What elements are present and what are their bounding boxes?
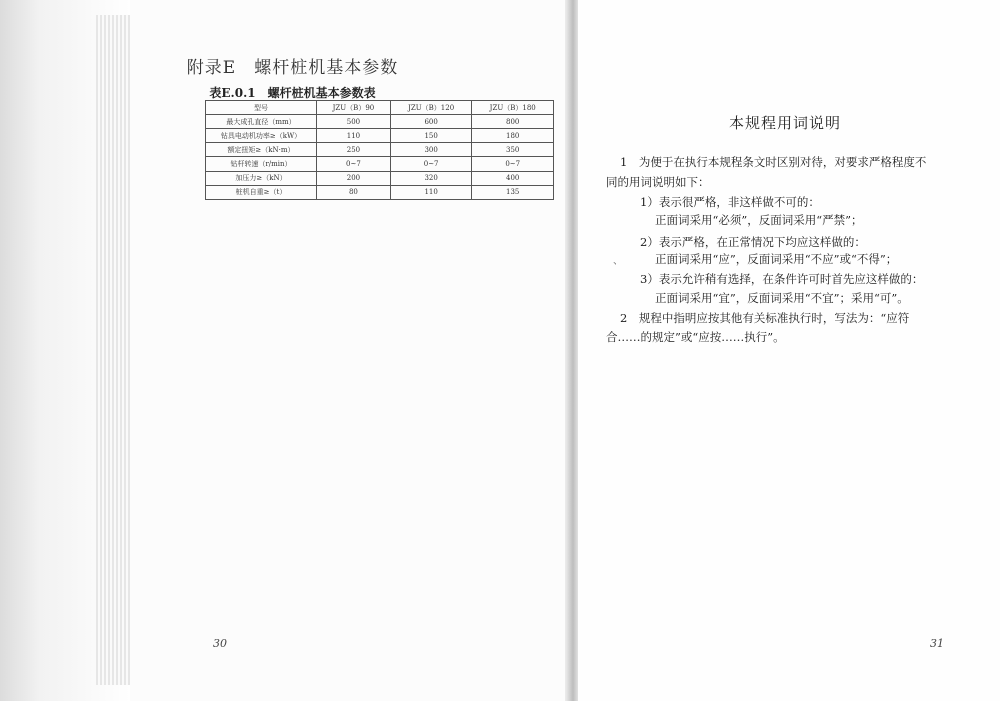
table-cell: 135 — [472, 185, 554, 199]
appendix-title: 附录E 螺杆桩机基本参数 — [186, 58, 399, 78]
table-row — [206, 115, 554, 129]
terms-title: 本规程用词说明 — [728, 114, 841, 132]
table-cell: 500 — [317, 115, 391, 129]
table-header-row — [206, 101, 554, 115]
table-cell: 320 — [390, 171, 472, 185]
table-title: 表E.0.1 螺杆桩机基本参数表 — [209, 86, 376, 100]
table-cell: 0~7 — [390, 157, 472, 171]
table-cell: 800 — [472, 115, 554, 129]
table-row — [206, 185, 554, 199]
item-3-words: 正面词采用“宜”，反面词采用“不宜”；采用“可”。 — [655, 291, 909, 305]
table-header-cell: JZU（B）120 — [390, 101, 472, 115]
table-cell: 600 — [390, 115, 472, 129]
parameter-table — [205, 100, 554, 200]
table-cell: 300 — [390, 143, 472, 157]
item-3-label: 3）表示允许稍有选择，在条件许可时首先应这样做的： — [640, 272, 924, 286]
item-1-label: 1）表示很严格，非这样做不可的： — [640, 195, 820, 209]
table-row — [206, 129, 554, 143]
table-header-cell: 型号 — [206, 101, 317, 115]
table-cell: 最大成孔直径（mm） — [206, 115, 317, 129]
table-cell: 钻杆转速（r/min） — [206, 157, 317, 171]
table-cell: 150 — [390, 129, 472, 143]
table-cell: 额定扭矩≥（kN·m） — [206, 143, 317, 157]
table-cell: 110 — [317, 129, 391, 143]
clause-1-line-1: 1 为便于在执行本规程条文时区别对待，对要求严格程度不 — [620, 155, 927, 169]
table-cell: 钻具电动机功率≥（kW） — [206, 129, 317, 143]
table-cell: 0~7 — [472, 157, 554, 171]
table-cell: 350 — [472, 143, 554, 157]
table-cell: 200 — [317, 171, 391, 185]
table-row — [206, 171, 554, 185]
page-edges — [96, 15, 132, 685]
table-row — [206, 143, 554, 157]
table-row — [206, 157, 554, 171]
table-header-cell: JZU（B）90 — [317, 101, 391, 115]
table-cell: 加压力≥（kN） — [206, 171, 317, 185]
table-cell: 250 — [317, 143, 391, 157]
table-cell: 0~7 — [317, 157, 391, 171]
clause-1-line-2: 同的用词说明如下： — [606, 175, 710, 189]
page-number-right: 31 — [930, 637, 944, 650]
clause-2-line-2: 合……的规定”或“应按……执行”。 — [606, 330, 785, 344]
stray-mark: 、 — [613, 256, 623, 267]
clause-2-line-1: 2 规程中指明应按其他有关标准执行时，写法为：“应符 — [620, 311, 910, 325]
item-1-words: 正面词采用“必须”，反面词采用“严禁”； — [655, 213, 863, 227]
page-number-left: 30 — [213, 637, 227, 650]
table-cell: 180 — [472, 129, 554, 143]
table-cell: 桩机自重≥（t） — [206, 185, 317, 199]
table-header-cell: JZU（B）180 — [472, 101, 554, 115]
item-2-words: 正面词采用“应”，反面词采用“不应”或“不得”； — [655, 252, 898, 266]
table-cell: 110 — [390, 185, 472, 199]
table-cell: 80 — [317, 185, 391, 199]
right-page — [578, 0, 1000, 701]
table-cell: 400 — [472, 171, 554, 185]
item-2-label: 2）表示严格，在正常情况下均应这样做的： — [640, 235, 866, 249]
